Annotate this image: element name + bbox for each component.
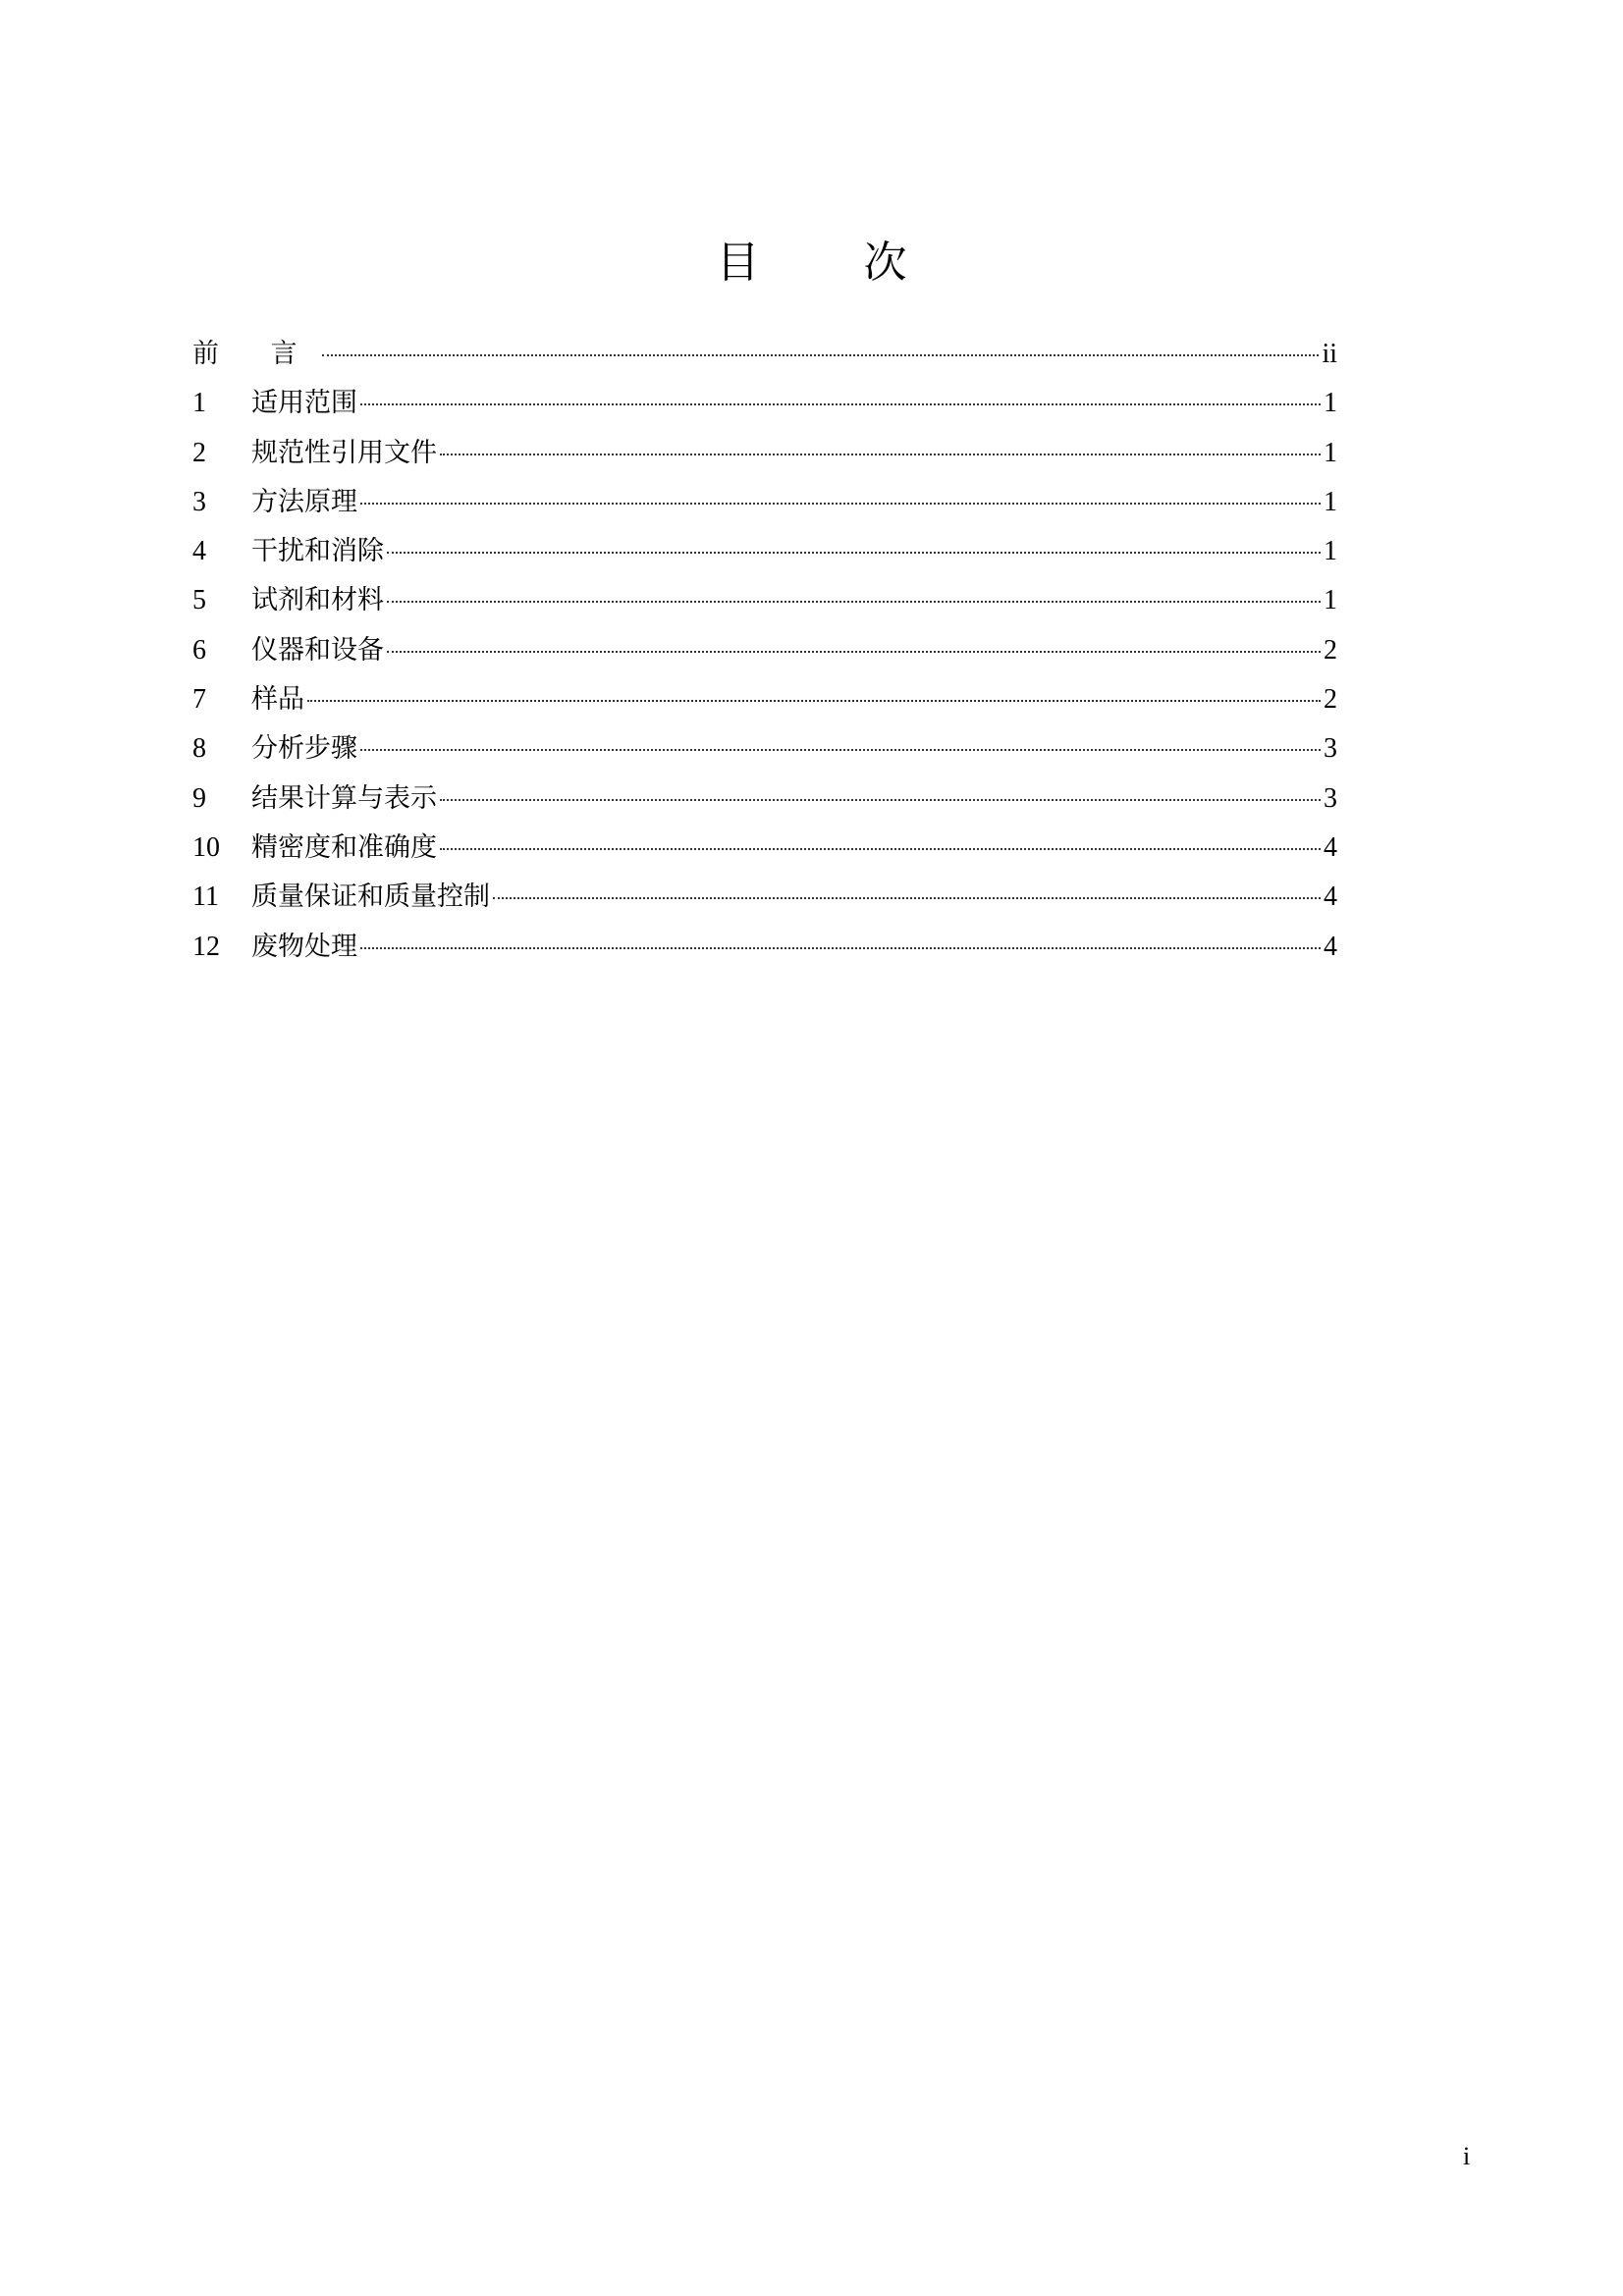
toc-entry-title: 分析步骤 (251, 733, 357, 765)
toc-entry-page: 4 (1324, 881, 1337, 913)
toc-entry-title: 规范性引用文件 (251, 437, 437, 468)
toc-leader-dots (307, 700, 1321, 702)
toc-entry-scope[interactable] (192, 384, 1337, 433)
toc-entry-page: 1 (1324, 437, 1337, 468)
toc-leader-dots (387, 651, 1321, 653)
toc-leader-dots (440, 454, 1321, 455)
toc-entry-page: 1 (1324, 486, 1337, 517)
toc-entry-precision[interactable] (192, 828, 1337, 878)
page-number: i (1463, 2142, 1471, 2170)
toc-entry-normative-references[interactable] (192, 434, 1337, 483)
toc-entry-page: 3 (1324, 733, 1337, 765)
toc-entry-principle[interactable] (192, 483, 1337, 532)
toc-entry-title: 精密度和准确度 (251, 831, 437, 863)
toc-entry-interference[interactable] (192, 532, 1337, 581)
toc-entry-number: 3 (192, 486, 206, 517)
toc-entry-number: 1 (192, 388, 206, 419)
toc-leader-dots (440, 848, 1321, 850)
toc-entry-page: 4 (1324, 931, 1337, 962)
page-title: 目 次 (716, 238, 952, 288)
toc-entry-page: ii (1322, 339, 1337, 369)
toc-entry-title: 样品 (251, 684, 304, 716)
toc-entry-apparatus[interactable] (192, 631, 1337, 680)
toc-entry-title: 结果计算与表示 (251, 782, 437, 814)
toc-entry-title: 试剂和材料 (251, 585, 384, 616)
toc-entry-number: 11 (192, 881, 219, 913)
toc-entry-samples[interactable] (192, 680, 1337, 729)
table-of-contents (192, 335, 1337, 977)
toc-entry-number: 8 (192, 733, 206, 765)
toc-entry-number: 10 (192, 831, 220, 863)
toc-entry-title: 适用范围 (251, 388, 357, 419)
toc-entry-quality-control[interactable] (192, 878, 1337, 927)
toc-leader-dots (360, 503, 1321, 505)
toc-leader-dots (440, 799, 1321, 801)
toc-entry-title: 前 言 (192, 339, 319, 369)
toc-leader-dots (322, 354, 1320, 356)
toc-entry-title: 方法原理 (251, 486, 357, 517)
toc-leader-dots (360, 749, 1321, 751)
toc-leader-dots (360, 947, 1321, 949)
toc-entry-page: 1 (1324, 585, 1337, 616)
toc-entry-number: 5 (192, 585, 206, 616)
toc-entry-number: 2 (192, 437, 206, 468)
toc-entry-number: 7 (192, 684, 206, 716)
toc-entry-number: 9 (192, 782, 206, 814)
toc-entry-title: 废物处理 (251, 931, 357, 962)
toc-entry-page: 2 (1324, 684, 1337, 716)
toc-entry-page: 4 (1324, 831, 1337, 863)
toc-entry-page: 3 (1324, 782, 1337, 814)
toc-leader-dots (387, 552, 1321, 554)
toc-entry-calculation[interactable] (192, 779, 1337, 828)
toc-entry-title: 质量保证和质量控制 (251, 881, 490, 913)
toc-entry-page: 1 (1324, 536, 1337, 567)
toc-entry-title: 干扰和消除 (251, 536, 384, 567)
toc-entry-number: 4 (192, 536, 206, 567)
toc-entry-number: 12 (192, 931, 220, 962)
toc-entry-page: 1 (1324, 388, 1337, 419)
toc-entry-number: 6 (192, 634, 206, 666)
toc-entry-foreword[interactable] (192, 335, 1337, 384)
toc-entry-waste-disposal[interactable] (192, 928, 1337, 977)
toc-leader-dots (493, 897, 1321, 899)
toc-entry-reagents[interactable] (192, 581, 1337, 630)
toc-leader-dots (387, 601, 1321, 603)
toc-leader-dots (360, 403, 1321, 405)
toc-entry-page: 2 (1324, 634, 1337, 666)
toc-entry-title: 仪器和设备 (251, 634, 384, 666)
toc-entry-procedure[interactable] (192, 729, 1337, 778)
